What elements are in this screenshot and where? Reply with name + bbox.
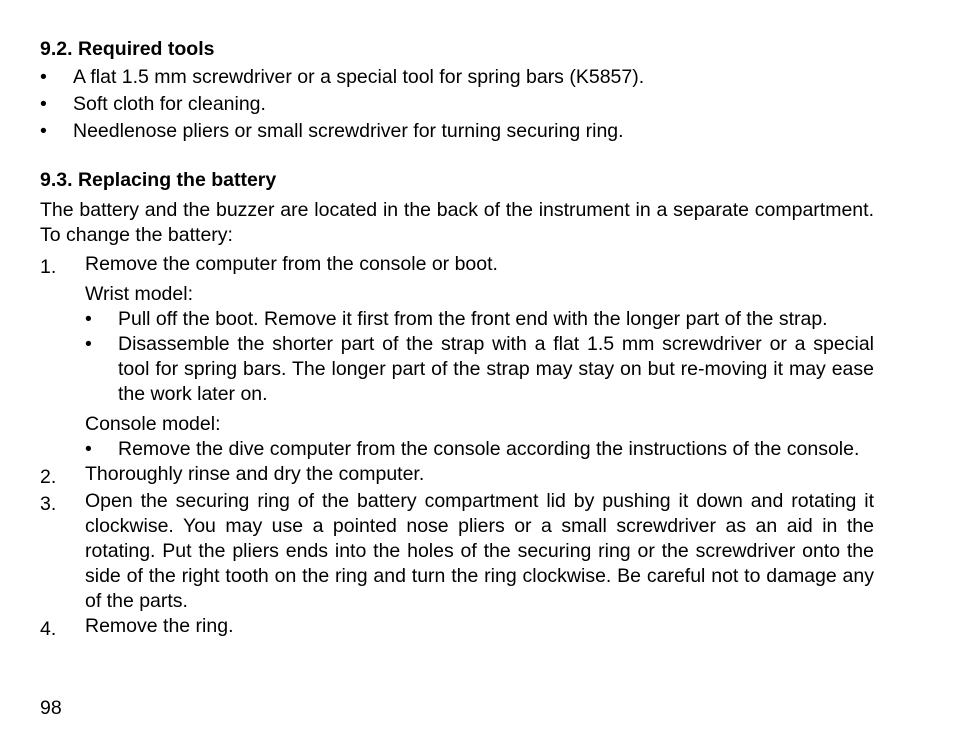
section-heading-required-tools: 9.2. Required tools bbox=[40, 38, 215, 60]
wrist-list-item: • Disassemble the shorter part of the strap with a flat 1.5 mm screwdriver or a special tool for spring bars. The longer part of the strap may stay on but re-moving it may ease the work later on. bbox=[85, 333, 874, 405]
page-number: 98 bbox=[40, 697, 62, 719]
bullet-icon: • bbox=[40, 66, 47, 88]
section-heading-replacing-battery: 9.3. Replacing the battery bbox=[40, 169, 277, 191]
step-item: 2. Thoroughly rinse and dry the computer. bbox=[40, 463, 425, 488]
step-number: 4. bbox=[40, 618, 57, 640]
battery-intro-paragraph: The battery and the buzzer are located in the back of the instrument in a separate compartment. To change the battery: bbox=[40, 199, 874, 246]
tools-list-item: • A flat 1.5 mm screwdriver or a special tool for spring bars (K5857). bbox=[40, 64, 874, 91]
wrist-model-label: Wrist model: bbox=[85, 283, 193, 305]
tools-list-item: • Needlenose pliers or small screwdriver for turning securing ring. bbox=[40, 118, 874, 145]
step-number: 2. bbox=[40, 466, 57, 488]
step-item: 1. Remove the computer from the console or boot. bbox=[40, 253, 498, 278]
step-number: 1. bbox=[40, 256, 57, 278]
step-number: 3. bbox=[40, 493, 57, 515]
document-page bbox=[40, 37, 874, 639]
step-item: 4. Remove the ring. bbox=[40, 615, 234, 640]
bullet-icon: • bbox=[40, 120, 47, 142]
tools-list-item: • Soft cloth for cleaning. bbox=[40, 91, 874, 118]
bullet-icon: • bbox=[85, 333, 92, 355]
wrist-list-item: • Pull off the boot. Remove it first from the front end with the longer part of the strap. bbox=[85, 308, 828, 330]
console-model-label: Console model: bbox=[85, 413, 221, 435]
step-item: 3. Open the securing ring of the battery compartment lid by pushing it down and rotating it clockwise. You may use a pointed nose pliers or a small screwdriver as an aid in the rotating. Put the pliers ends into the holes of the securing ring or the screwdriver onto the side of the right tooth on the ring and turn the ring clockwise. Be careful not to damage any of the parts. bbox=[40, 490, 874, 612]
bullet-icon: • bbox=[85, 438, 92, 460]
bullet-icon: • bbox=[40, 93, 47, 115]
bullet-icon: • bbox=[85, 308, 92, 330]
console-list-item: • Remove the dive computer from the console according the instructions of the console. bbox=[85, 438, 860, 460]
